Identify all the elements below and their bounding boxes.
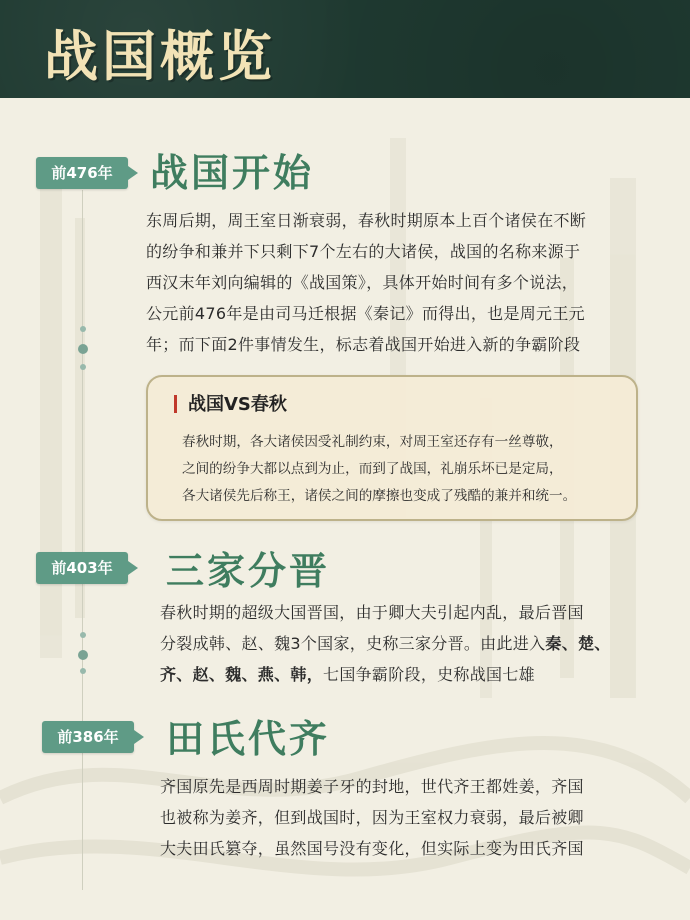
year-tag-403: 前403年 [36, 552, 128, 584]
timeline-line [82, 190, 83, 890]
timeline-dot [78, 650, 88, 660]
accent-bar [174, 395, 177, 413]
states-highlight: 秦、楚、 [545, 634, 611, 653]
timeline-dot [78, 344, 88, 354]
text-line: 齐国原先是西周时期姜子牙的封地，世代齐王都姓姜，齐国 [160, 777, 584, 796]
comparison-title: 战国VS春秋 [188, 394, 287, 415]
year-tag-476: 前476年 [36, 157, 128, 189]
timeline-dot [80, 326, 86, 332]
section-title-partition: 三家分晋 [166, 548, 331, 593]
text-line: 春秋时期的超级大国晋国，由于卿大夫引起内乱，最后晋国 [160, 603, 584, 622]
comparison-text [182, 429, 622, 510]
text-line: 西汉末年刘向编辑的《战国策》，具体开始时间有多个说法， [146, 273, 579, 292]
states-highlight: 齐、赵、魏、燕、韩， [160, 665, 324, 684]
page-title: 战国概览 [44, 24, 276, 88]
text-line: 东周后期，周王室日渐衰弱，春秋时期原本上百个诸侯在不断 [146, 211, 587, 230]
text-segment: 七国争霸阶段，史称战国七雄 [323, 665, 535, 684]
text-line: 各大诸侯先后称王，诸侯之间的摩擦也变成了残酷的兼并和统一。 [182, 488, 577, 504]
section-text-tian [160, 771, 670, 864]
text-line [160, 659, 670, 690]
text-line: 公元前476年是由司马迁根据《秦记》而得出，也是周元王元 [146, 304, 585, 323]
year-tag-386: 前386年 [42, 721, 134, 753]
text-line: 春秋时期，各大诸侯因受礼制约束，对周王室还存有一丝尊敬， [182, 434, 563, 450]
text-segment: 分裂成韩、赵、魏3个国家，史称三家分晋。由此进入 [160, 634, 546, 653]
text-line: 也被称为姜齐，但到战国时，因为王室权力衰弱，最后被卿 [160, 808, 584, 827]
section-text-start [146, 205, 666, 360]
timeline-dot [80, 668, 86, 674]
text-line: 的纷争和兼并下只剩下7个左右的大诸侯，战国的名称来源于 [146, 242, 581, 261]
text-line: 年；而下面2件事情发生，标志着战国开始进入新的争霸阶段 [146, 335, 581, 354]
text-line: 之间的纷争大都以点到为止，而到了战国，礼崩乐坏已是定局， [182, 461, 563, 477]
timeline-dot [80, 632, 86, 638]
section-text-partition [160, 597, 670, 690]
section-title-start: 战国开始 [150, 150, 315, 195]
comparison-box [146, 375, 638, 521]
text-line: 大夫田氏篡夺，虽然国号没有变化，但实际上变为田氏齐国 [160, 839, 584, 858]
header-banner [0, 0, 690, 98]
text-line [160, 628, 670, 659]
section-title-tian: 田氏代齐 [166, 716, 331, 761]
timeline-dot [80, 364, 86, 370]
